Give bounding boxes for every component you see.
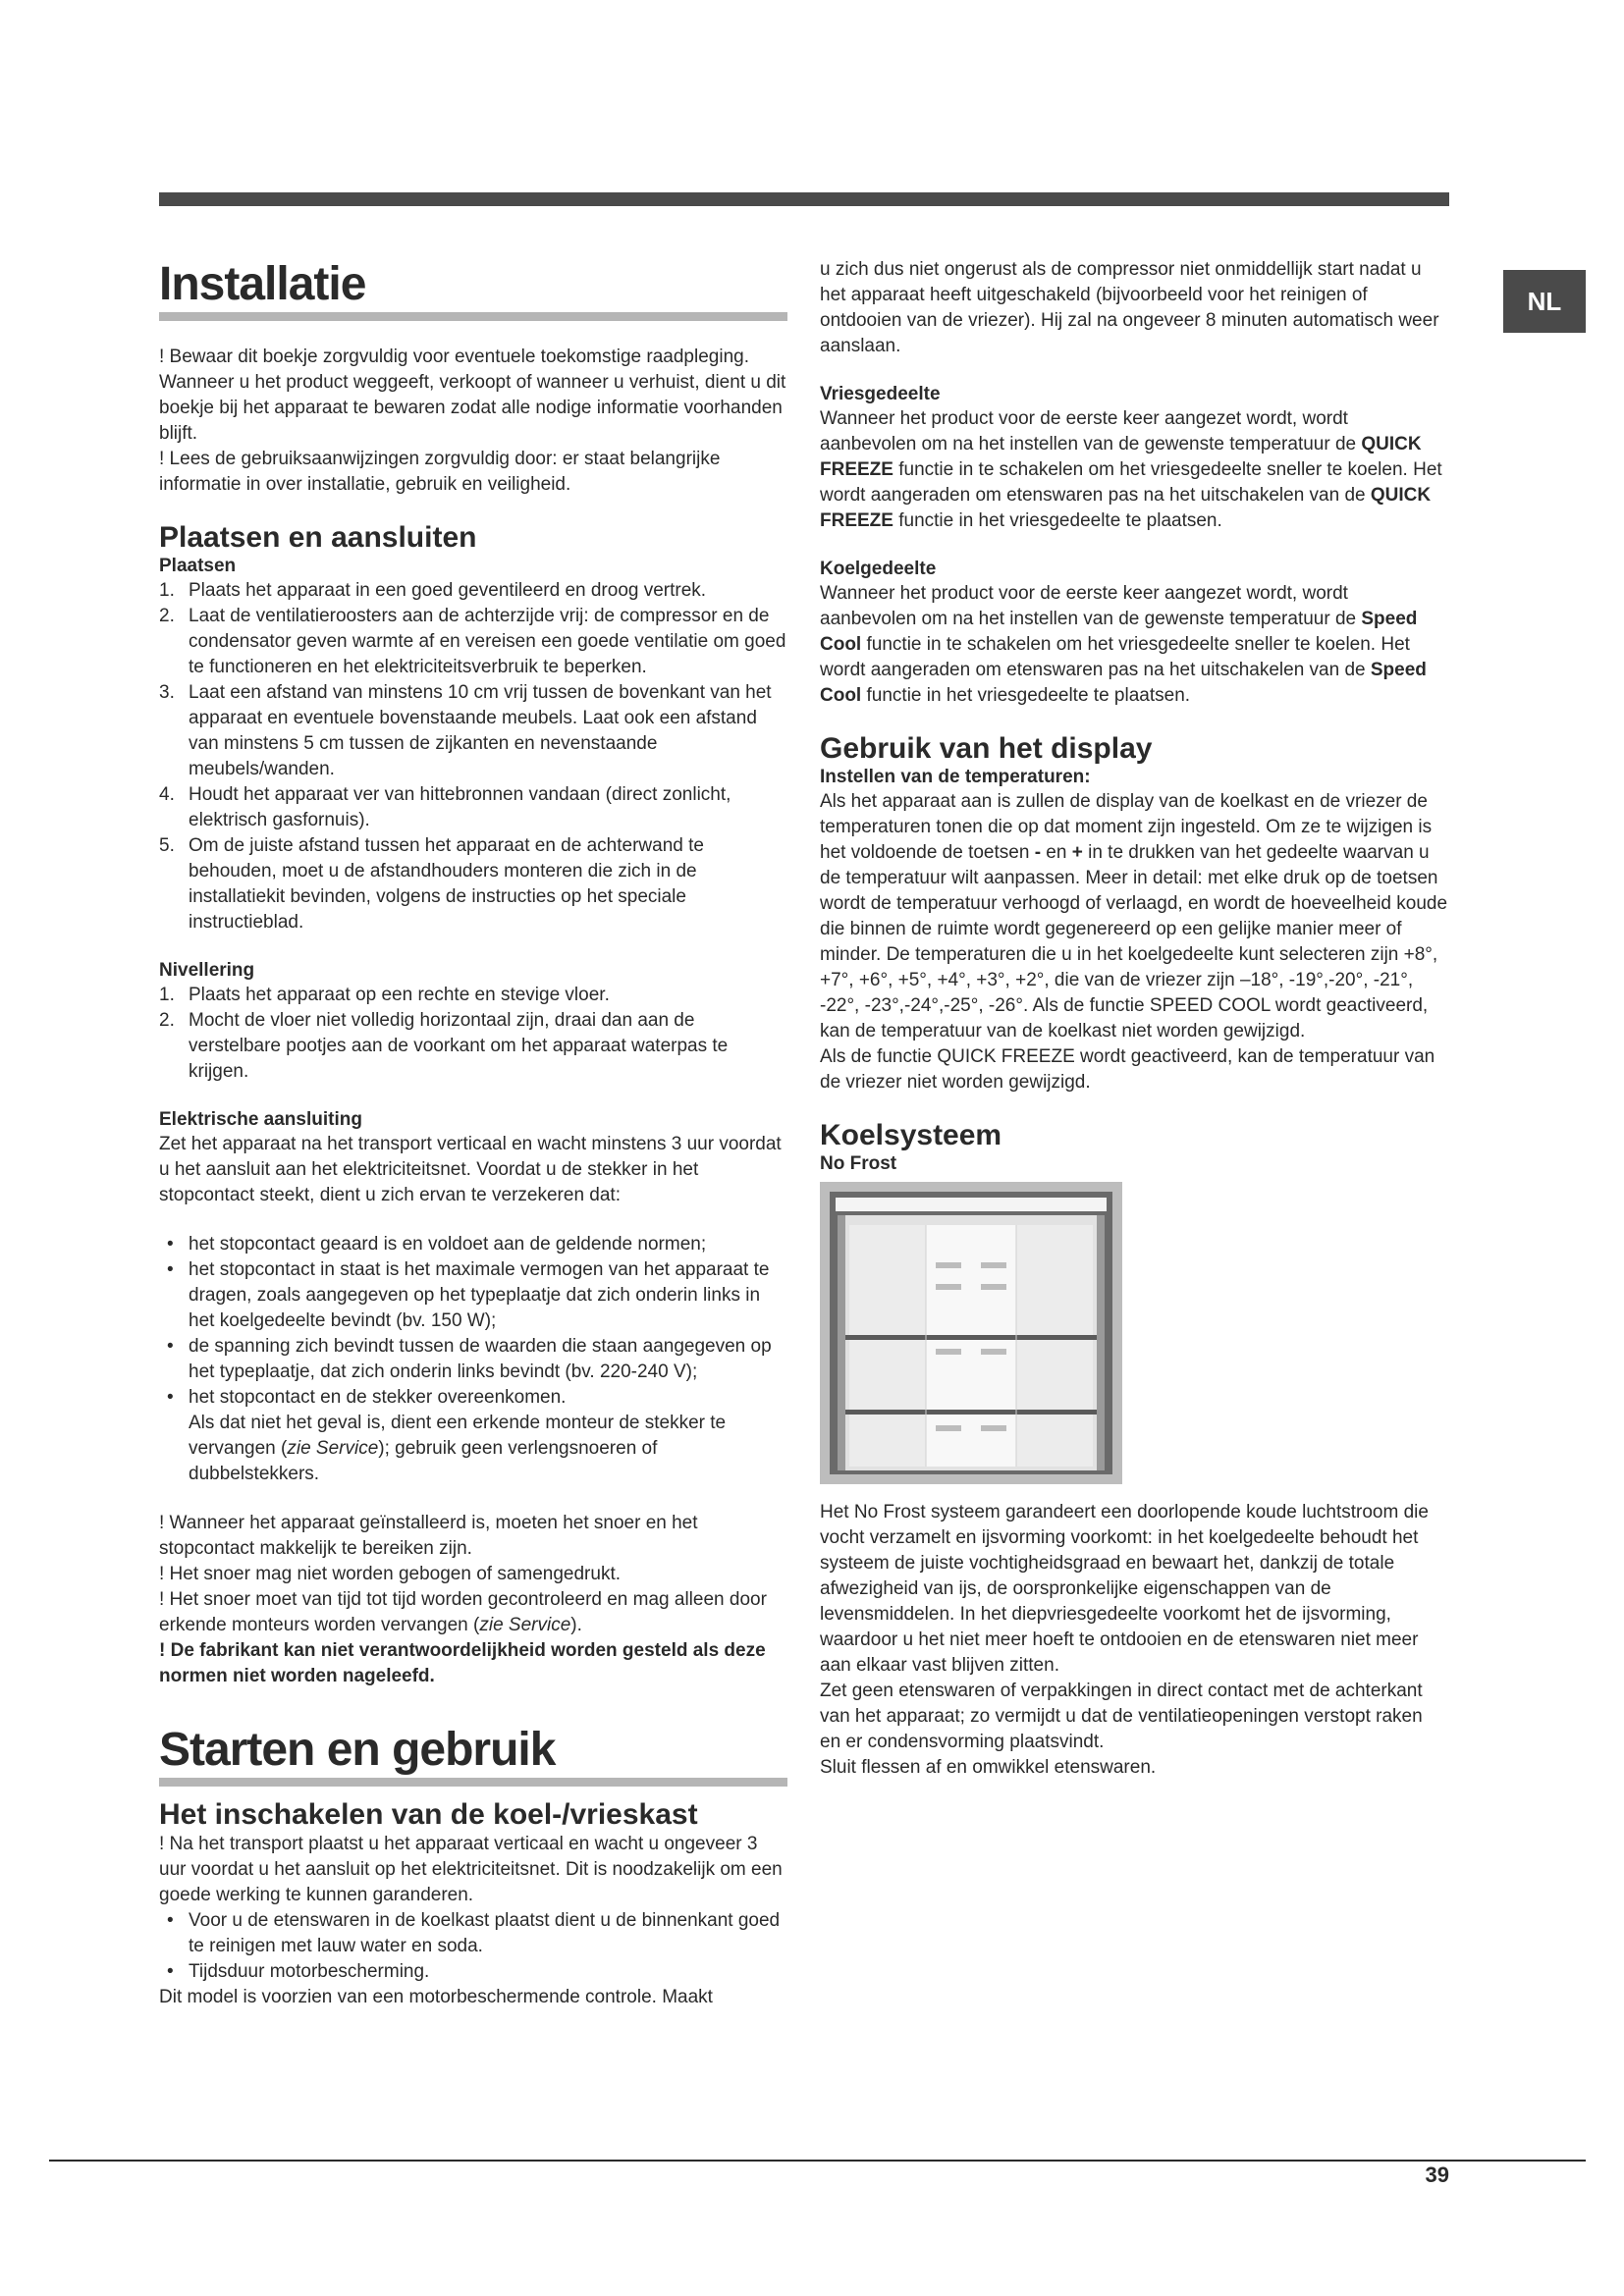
subheading-vriesgedeelte: Vriesgedeelte xyxy=(820,384,941,404)
air-vent xyxy=(936,1349,961,1355)
list-item: • de spanning zich bevindt tussen de waarden die staan aangegeven op het typeplaatje, dat zich onderin links bevindt (bv. 220-240 V); xyxy=(167,1336,772,1382)
no-frost-fridge-illustration xyxy=(820,1182,1122,1484)
continuation-paragraph: u zich dus niet ongerust als de compressor niet onmiddellijk start nadat u het apparaat heeft uitgeschakeld (bijvoorbeeld voor het reinigen of ontdooien van de vriezer). Hij zal na ongeveer 8 minuten automatisch weer aanslaan. xyxy=(820,259,1439,356)
air-vent xyxy=(981,1425,1006,1431)
nofrost-paragraph-3: Sluit flessen af en omwikkel etenswaren. xyxy=(820,1757,1157,1778)
air-vent xyxy=(936,1284,961,1290)
subheading-temperaturen: Instellen van de temperaturen: xyxy=(820,767,1091,787)
switch-intro: ! Na het transport plaatst u het apparaat verticaal en wacht u ongeveer 3 uur voordat u het aansluit op het elektriciteitsnet. Dit is noodzakelijk om een goede werking te kunnen garanderen. xyxy=(159,1834,783,1905)
freezer-paragraph: Wanneer het product voor de eerste keer aangezet wordt, wordt aanbevolen om na het instellen van de gewenste temperatuur de QUICK FREEZE functie in te schakelen om het vriesgedeelte sneller te koelen. Het wordt aangeraden om etenswaren pas na het uitschakelen van de QUICK FREEZE functie in het vriesgedeelte te plaatsen. xyxy=(820,408,1442,531)
list-item: 2. Laat de ventilatieroosters aan de achterzijde vrij: de compressor en de condensator geven warmte af en vereisen een goede ventilatie om goed te functioneren en het elektriciteitsverbruik te beperken. xyxy=(159,606,786,677)
intro-paragraph-1: ! Bewaar dit boekje zorgvuldig voor eventuele toekomstige raadpleging. Wanneer u het product weggeeft, verkoopt of wanneer u verhuist, dient u dit boekje bij het apparaat te bewaren zodat alle nodige informatie voorhanden blijft. xyxy=(159,347,786,444)
liability-note: ! De fabrikant kan niet verantwoordelijkheid worden gesteld als deze normen niet worden nageleefd. xyxy=(159,1640,766,1686)
air-vent xyxy=(981,1284,1006,1290)
section-title-starten-en-gebruik: Starten en gebruik xyxy=(159,1723,787,1787)
subheading-plaatsen: Plaatsen xyxy=(159,556,237,576)
display-paragraph-2: Als de functie QUICK FREEZE wordt geactiveerd, kan de temperatuur van de vriezer niet worden gewijzigd. xyxy=(820,1046,1435,1093)
air-vent xyxy=(981,1349,1006,1355)
shelf xyxy=(838,1410,1105,1415)
subheading-elektrische-aansluiting: Elektrische aansluiting xyxy=(159,1109,362,1130)
cord-note: ! Het snoer moet van tijd tot tijd worden gecontroleerd en mag alleen door erkende monteurs worden vervangen (zie Service). xyxy=(159,1589,767,1635)
right-column xyxy=(820,257,1448,1781)
subheading-koelgedeelte: Koelgedeelte xyxy=(820,559,937,579)
air-vent xyxy=(936,1262,961,1268)
list-item: • het stopcontact geaard is en voldoet aan de geldende normen; xyxy=(167,1234,707,1255)
shelf xyxy=(838,1335,1105,1340)
left-column xyxy=(159,257,787,2010)
heading-plaatsen-en-aansluiten: Plaatsen en aansluiten xyxy=(159,521,477,554)
list-item: • Voor u de etenswaren in de koelkast plaatst dient u de binnenkant goed te reinigen met lauw water en soda. xyxy=(167,1910,781,1956)
top-vent-bar xyxy=(836,1198,1107,1211)
list-item: • het stopcontact en de stekker overeenkomen. xyxy=(167,1387,567,1408)
header-rule xyxy=(159,192,1449,206)
warning-1: ! Wanneer het apparaat geïnstalleerd is, moeten het snoer en het stopcontact makkelijk te bereiken zijn. xyxy=(159,1513,698,1559)
list-item: • het stopcontact in staat is het maximale vermogen van het apparaat te dragen, zoals aangegeven op het typeplaatje dat zich onderin links in het koelgedeelte bevindt (bv. 150 W); xyxy=(167,1259,770,1331)
list-item: 3. Laat een afstand van minstens 10 cm vrij tussen de bovenkant van het apparaat en eventuele bovenstaande meubels. Laat ook een afstand van minstens 5 cm tussen de zijkanten en nevenstaande meubels/wanden. xyxy=(159,682,772,779)
intro-paragraph-2: ! Lees de gebruiksaanwijzingen zorgvuldig door: er staat belangrijke informatie in over installatie, gebruik en veiligheid. xyxy=(159,449,721,495)
list-item: • Tijdsduur motorbescherming. xyxy=(167,1961,430,1982)
left-side-wall xyxy=(838,1215,845,1470)
list-item: 1. Plaats het apparaat in een goed geventileerd en droog vertrek. xyxy=(159,580,707,601)
nofrost-paragraph-2: Zet geen etenswaren of verpakkingen in direct contact met de achterkant van het apparaat; zo vermijdt u dat de ventilatieopeningen verstopt raken en er condensvorming plaatsvindt. xyxy=(820,1681,1423,1752)
warning-2: ! Het snoer mag niet worden gebogen of samengedrukt. xyxy=(159,1564,622,1584)
service-note: Als dat niet het geval is, dient een erkende monteur de stekker te vervangen (zie Service); gebruik geen verlengsnoeren of dubbelstekkers. xyxy=(189,1413,727,1484)
air-vent xyxy=(981,1262,1006,1268)
switch-outro: Dit model is voorzien van een motorbeschermende controle. Maakt xyxy=(159,1987,713,2007)
placement-list xyxy=(159,578,787,935)
cooler-paragraph: Wanneer het product voor de eerste keer aangezet wordt, wordt aanbevolen om na het instellen van de gewenste temperatuur de Speed Cool functie in te schakelen om het vriesgedeelte sneller te koelen. Het wordt aangeraden om etenswaren pas na het uitschakelen van de Speed Cool functie in het vriesgedeelte te plaatsen. xyxy=(820,583,1427,706)
footer-rule xyxy=(49,2160,1586,2162)
nofrost-paragraph: Het No Frost systeem garandeert een doorlopende koude luchtstroom die vocht verzamelt en ijsvorming voorkomt: in het koelgedeelte behoudt het systeem de juiste vochtigheidsgraad en bewaart het, dankzij de totale afwezigheid van ijs, de oorspronkelijke eigenschappen van de levensmiddelen. In het diepvriesgedeelte voorkomt het de ijsvorming, waardoor u het niet meer hoeft te ontdooien en de etenswaren niet meer aan elkaar vast blijven zitten. xyxy=(820,1502,1429,1676)
list-item: 2. Mocht de vloer niet volledig horizontaal zijn, draai dan aan de verstelbare pootjes aan de voorkant om het apparaat waterpas te krijgen. xyxy=(159,1010,729,1082)
language-tab: NL xyxy=(1503,270,1586,333)
switch-bullets xyxy=(159,1908,787,1985)
heading-gebruik-display: Gebruik van het display xyxy=(820,732,1153,765)
page-number: 39 xyxy=(1425,2163,1449,2187)
section-title-installatie: Installatie xyxy=(159,257,787,321)
list-item: 1. Plaats het apparaat op een rechte en stevige vloer. xyxy=(159,985,610,1005)
leveling-list xyxy=(159,983,787,1085)
heading-koelsysteem: Koelsysteem xyxy=(820,1119,1002,1151)
subheading-nivellering: Nivellering xyxy=(159,960,255,981)
subheading-no-frost: No Frost xyxy=(820,1153,897,1174)
list-item: 5. Om de juiste afstand tussen het apparaat en de achterwand te behouden, moet u de afstandhouders monteren die zich in de installatiekit bevinden, volgens de instructies op het speciale instructieblad. xyxy=(159,835,704,933)
air-vent xyxy=(936,1425,961,1431)
display-paragraph: Als het apparaat aan is zullen de display van de koelkast en de vriezer de temperaturen tonen die op dat moment zijn ingesteld. Om ze te wijzigen is het voldoende de toetsen - en + in te drukken van het gedeelte waarvan u de temperatuur wilt aanpassen. Meer in detail: met elke druk op de toetsen wordt de temperatuur verhoogd of verlaagd, en wordt de hoeveelheid koude die binnen de ruimte wordt gegenereerd op een gelijke manier meer of minder. De temperaturen die u in het koelgedeelte kunt selecteren zijn +8°, +7°, +6°, +5°, +4°, +3°, +2°, die van de vriezer zijn –18°, -19°,-20°, -21°, -22°, -23°,-24°,-25°, -26°. Als de functie SPEED COOL wordt geactiveerd, kan de temperatuur van de koelkast niet worden gewijzigd. xyxy=(820,791,1448,1041)
electrical-intro: Zet het apparaat na het transport verticaal en wacht minstens 3 uur voordat u het aansluit aan het elektriciteitsnet. Voordat u de stekker in het stopcontact steekt, dient u zich ervan te verzekeren dat: xyxy=(159,1134,782,1205)
right-side-wall xyxy=(1097,1215,1105,1470)
electrical-bullets xyxy=(159,1232,787,1411)
list-item: 4. Houdt het apparaat ver van hittebronnen vandaan (direct zonlicht, elektrisch gasfornuis). xyxy=(159,784,731,830)
heading-inschakelen: Het inschakelen van de koel-/vrieskast xyxy=(159,1798,698,1831)
